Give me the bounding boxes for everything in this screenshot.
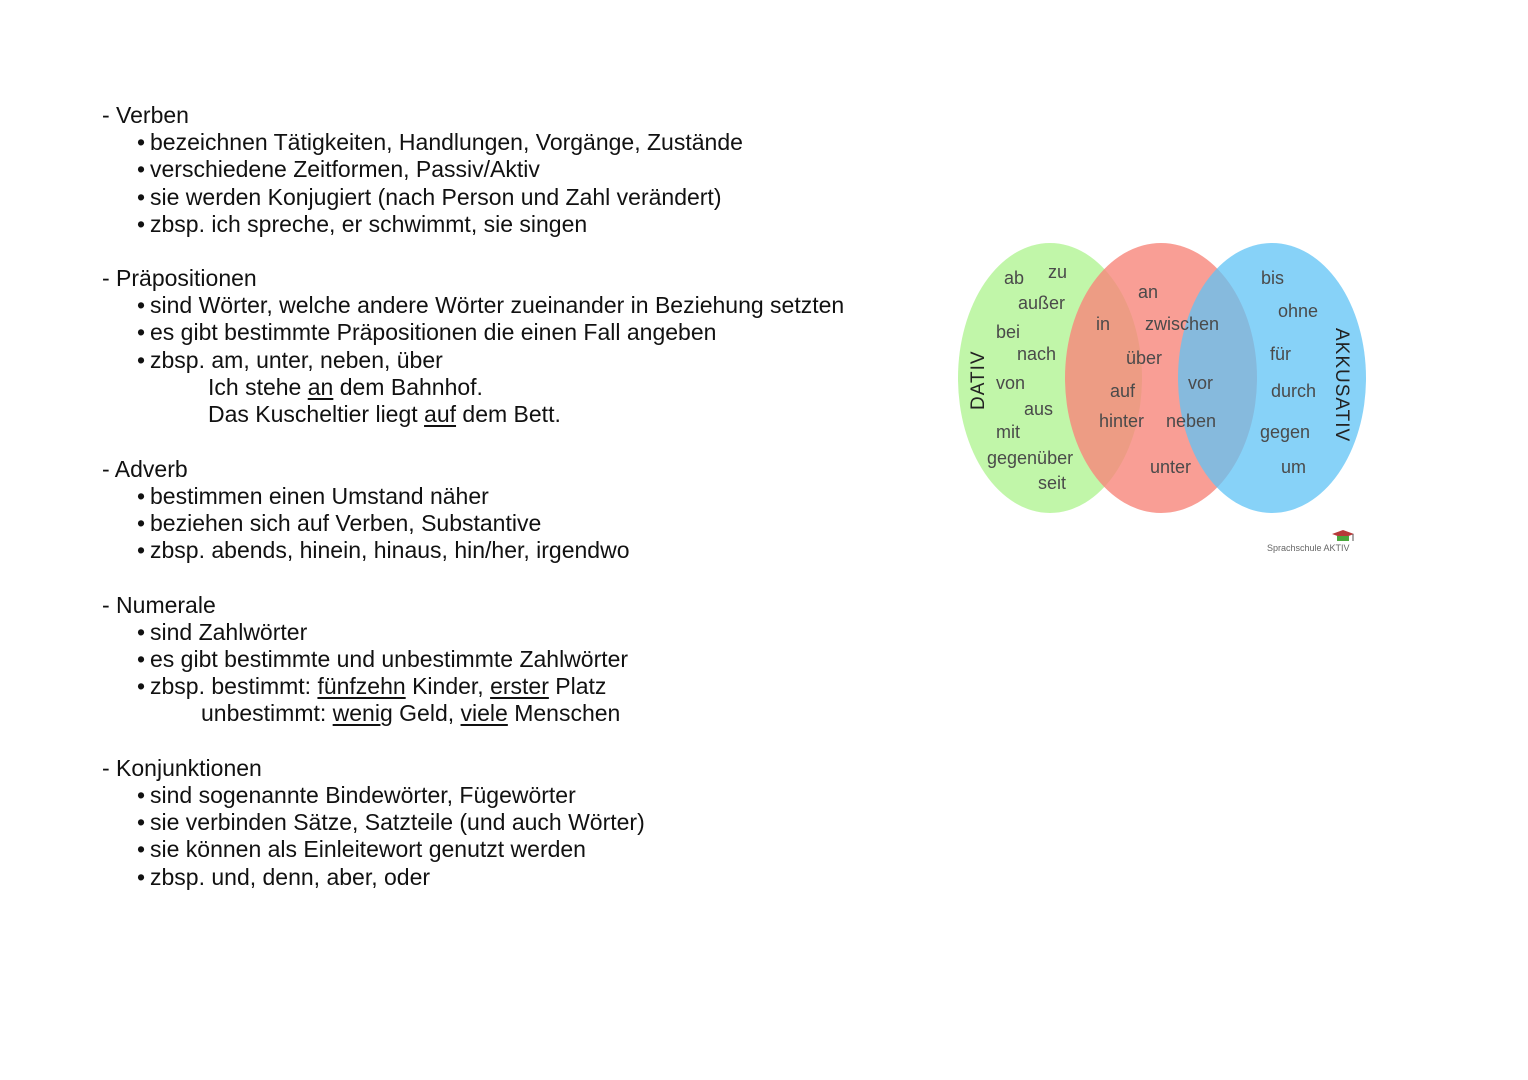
section-heading: - Adverb [102,455,188,482]
section-numerale [102,592,902,728]
credit-text: Sprachschule AKTIV [1267,543,1350,553]
bullet-item: • sie verbinden Sätze, Satzteile (und auch Wörter) [137,809,645,836]
akkusativ-word: durch [1271,381,1317,401]
both-word: an [1138,282,1159,302]
bullet-item: • sind sogenannte Bindewörter, Fügewörter [137,781,576,808]
dativ-word: seit [1038,473,1067,493]
bullet-item: • bestimmen einen Umstand näher [137,482,489,509]
bullet-item: • zbsp. am, unter, neben, über [137,346,443,373]
section-praepositionen [102,265,902,428]
both-word: unter [1150,457,1192,477]
example-sentence: Ich stehe an dem Bahnhof. [208,374,483,401]
section-heading: - Präpositionen [102,265,257,292]
example-sentence: unbestimmt: wenig Geld, viele Menschen [201,700,621,727]
dativ-word: zu [1048,262,1068,282]
akkusativ-word: für [1270,344,1292,364]
dativ-label: DATIV [968,350,989,410]
both-word: auf [1110,381,1136,401]
section-heading: - Numerale [102,591,216,618]
section-heading: - Konjunktionen [102,754,262,781]
graduation-cap-icon [1332,530,1354,541]
preposition-venn-diagram [950,238,1380,558]
bullet-item: • sie können als Einleitewort genutzt werden [137,836,586,863]
both-word: vor [1188,373,1214,393]
dativ-word: mit [996,422,1020,442]
dativ-word: bei [996,322,1021,342]
section-heading: - Verben [102,102,189,128]
akkusativ-word: ohne [1278,301,1319,321]
bullet-item: • bezeichnen Tätigkeiten, Handlungen, Vorgänge, Zustände [137,129,743,155]
dativ-word: außer [1018,293,1066,313]
section-konjunktionen [102,755,902,891]
grammar-notes [102,102,902,918]
bullet-item: • es gibt bestimmte und unbestimmte Zahlwörter [137,645,629,672]
dativ-word: nach [1017,344,1057,364]
akkusativ-word: um [1281,457,1307,477]
dativ-word: von [996,373,1026,393]
dativ-word: gegenüber [987,448,1074,468]
bullet-item: • sie werden Konjugiert (nach Person und Zahl verändert) [137,183,722,210]
bullet-item: • es gibt bestimmte Präpositionen die einen Fall angeben [137,319,717,346]
both-word: neben [1166,411,1217,431]
both-word: zwischen [1145,314,1220,334]
akkusativ-word: bis [1261,268,1285,288]
akkusativ-label: AKKUSATIV [1331,328,1352,443]
both-word: in [1096,314,1111,334]
bullet-item: • zbsp. bestimmt: fünfzehn Kinder, erster Platz [137,673,607,700]
section-adverb [102,456,902,565]
bullet-item: • sind Zahlwörter [137,618,308,645]
both-word: über [1126,348,1163,368]
bullet-item: • zbsp. abends, hinein, hinaus, hin/her, irgendwo [137,537,630,564]
dativ-word: ab [1004,268,1025,288]
dativ-word: aus [1024,399,1054,419]
bullet-item: • verschiedene Zeitformen, Passiv/Aktiv [137,156,540,183]
example-sentence: Das Kuscheltier liegt auf dem Bett. [208,401,561,428]
bullet-item: • zbsp. ich spreche, er schwimmt, sie singen [137,210,588,237]
bullet-item: • sind Wörter, welche andere Wörter zueinander in Beziehung setzten [137,292,845,319]
both-word: hinter [1099,411,1145,431]
akkusativ-word: gegen [1260,422,1311,442]
section-verben [102,102,902,238]
bullet-item: • beziehen sich auf Verben, Substantive [137,509,542,536]
bullet-item: • zbsp. und, denn, aber, oder [137,863,431,890]
